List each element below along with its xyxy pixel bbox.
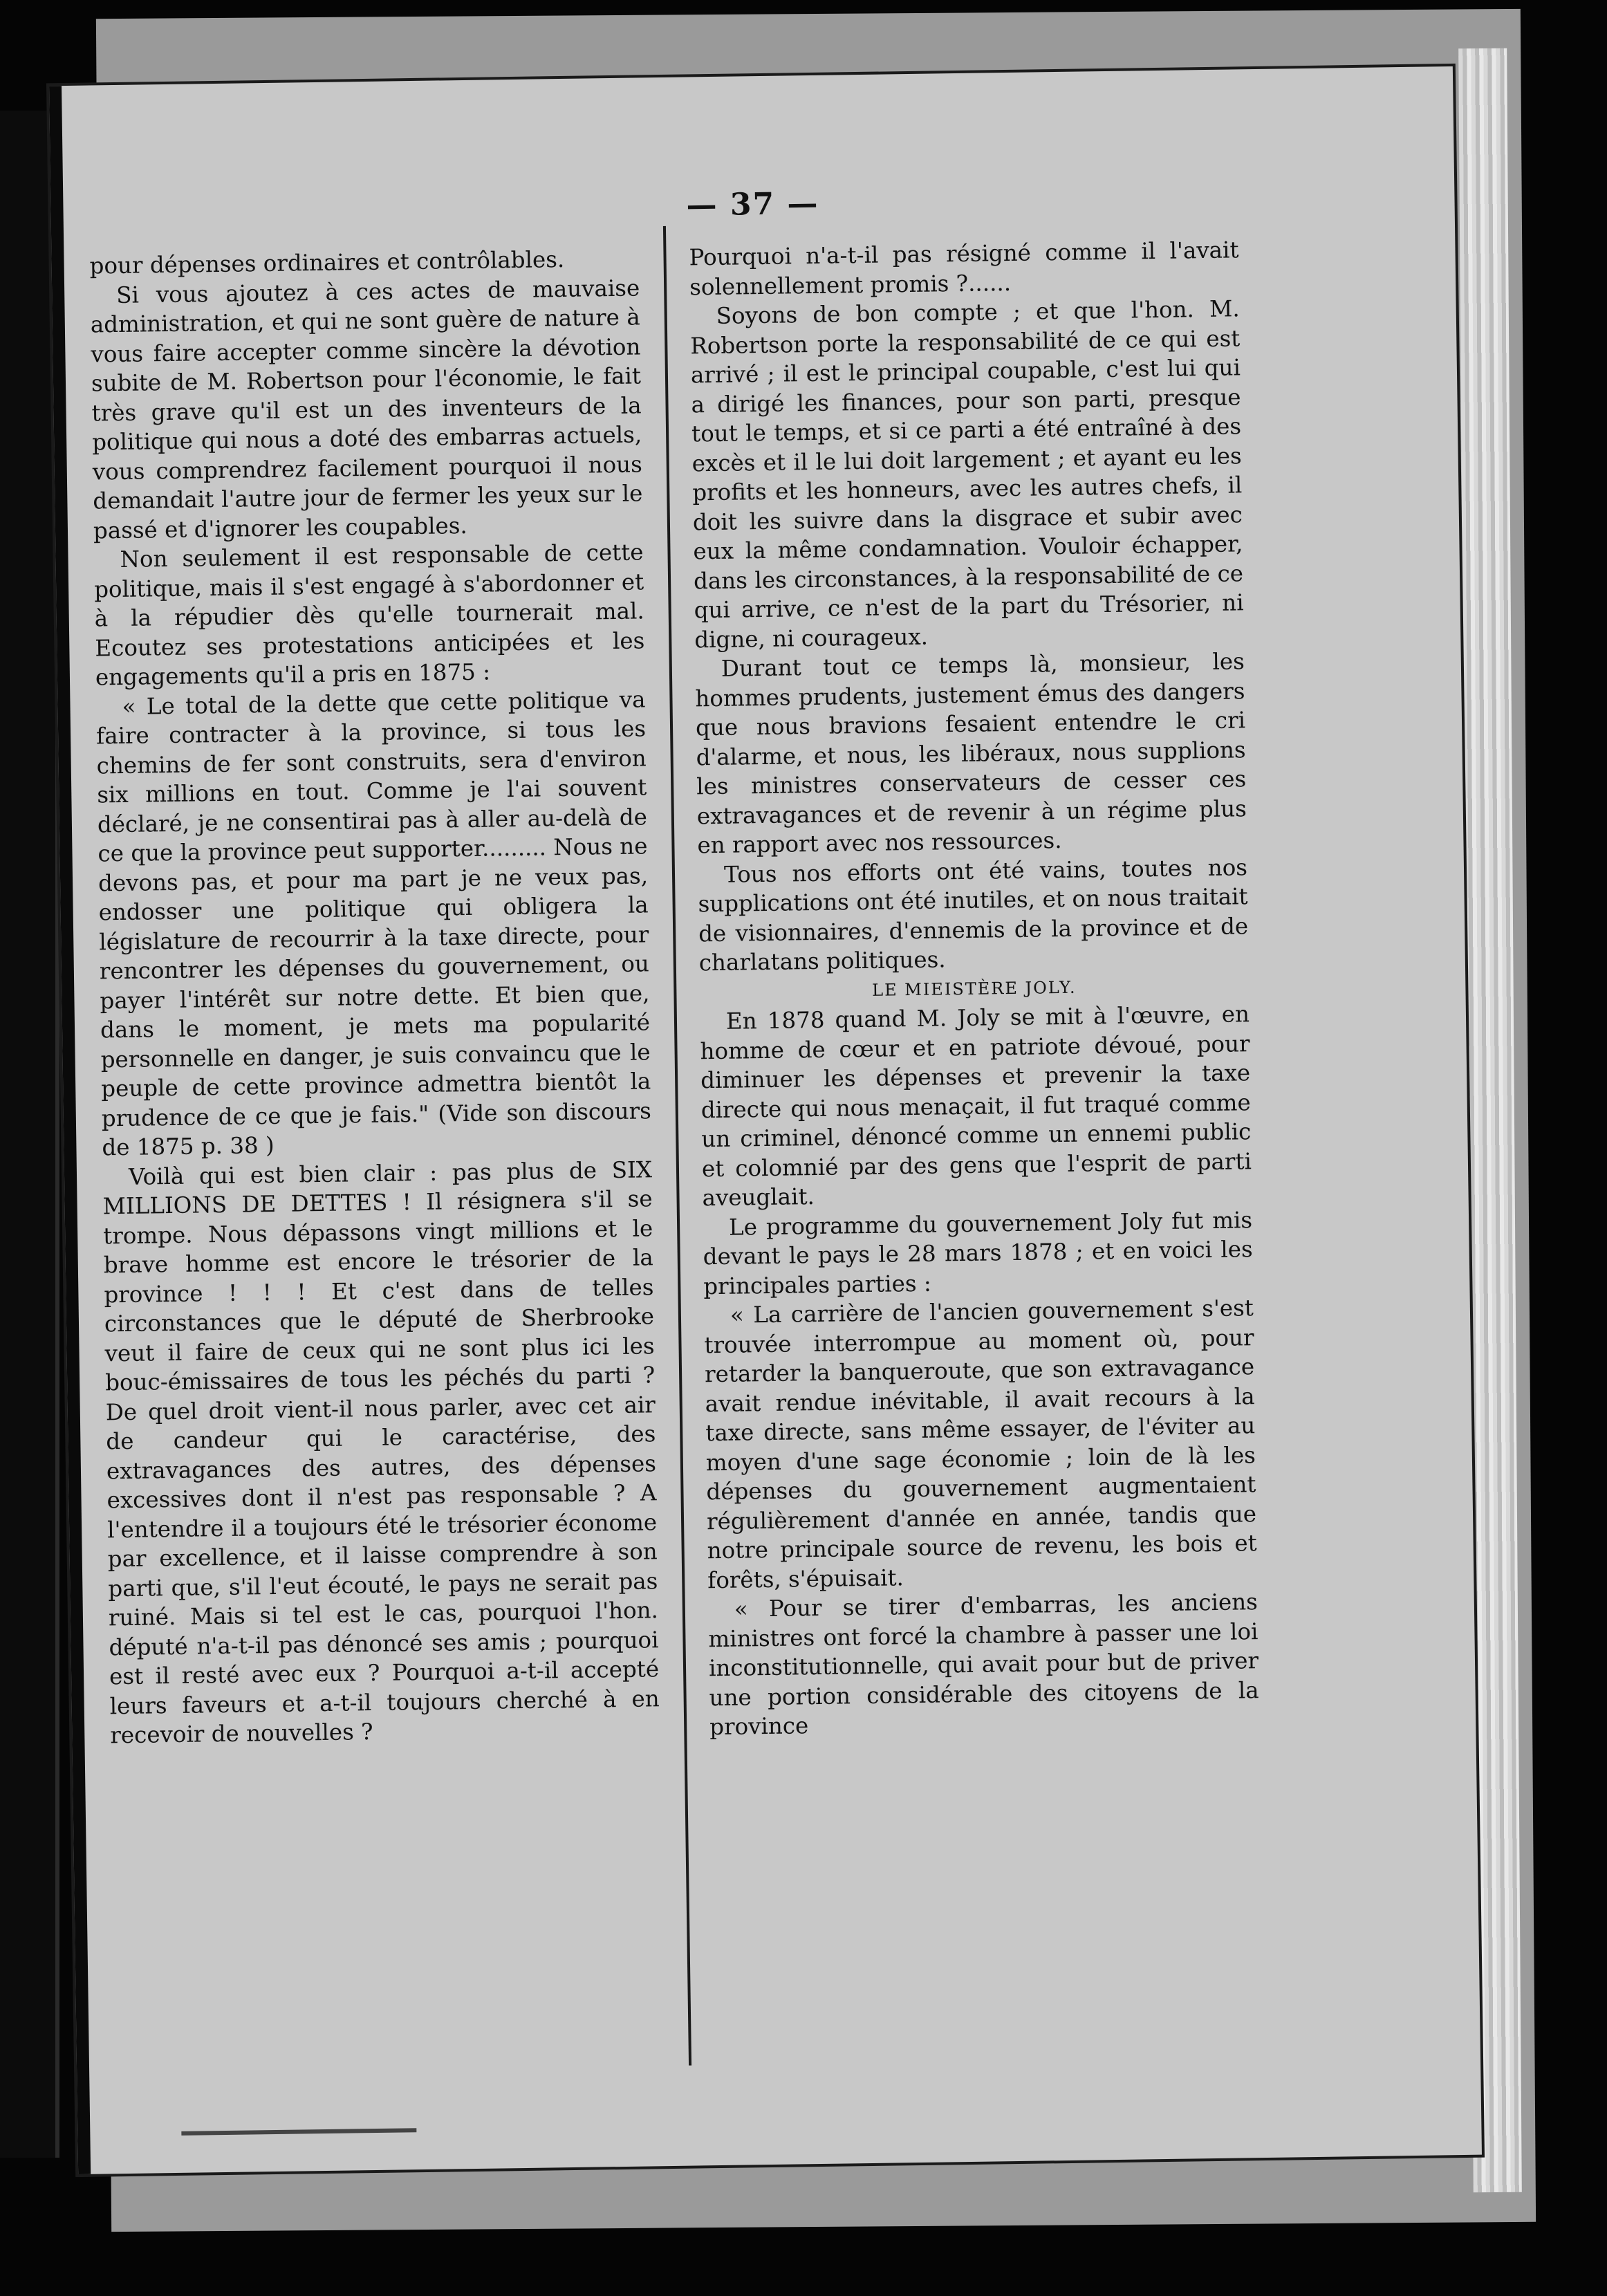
column-divider: [663, 226, 691, 2066]
paragraph: Durant tout ce temps là, monsieur, les hommes prudents, justement émus des dangers que nous bravions fesaient entendre le cri d'alarme, et nous, les libéraux, nous supplions les ministres conservateurs de cesser ces extravagances et de revenir à un régime plus en rapport avec nos ressources.: [695, 648, 1247, 859]
right-column: [689, 235, 1259, 1741]
left-column: [89, 243, 660, 1750]
paragraph: En 1878 quand M. Joly se mit à l'œuvre, en homme de cœur et en patriote dévoué, pour diminuer les dépenses et prevenir la taxe directe qui nous menaçait, il fut traqué comme un criminel, dénoncé comme un ennemi public et colomnié par des gens que l'esprit de parti aveuglait.: [700, 1001, 1252, 1212]
quotation: « Le total de la dette que cette politique va faire contracter à la province, si tous les chemins de fer sont construits, sera d'environ six millions en tout. Comme je l'ai souvent déclaré, je ne consentirai pas à aller au-delà de ce que la province peut supporter......... Nous ne devons pas, et pour ma part je ne veux pas, endosser une politique qui obligera la législature de recourrir à la taxe directe, pour rencontrer les dépenses du gouvernement, ou payer l'intérêt sur notre dette. Et bien que, dans le moment, je mets ma popularité personnelle en danger, je suis convaincu que le peuple de cette province admettra bientôt la prudence de ce que je fais." (Vide son discours de 1875 p. 38 ): [95, 685, 652, 1161]
paragraph: Le programme du gouvernement Joly fut mis devant le pays le 28 mars 1878 ; et en voici les principales parties :: [703, 1206, 1253, 1299]
section-heading: LE MIEISTÈRE JOLY.: [871, 977, 1077, 1000]
paragraph: Voilà qui est bien clair : pas plus de SIX MILLIONS DE DETTES ! Il résignera s'il se trompe. Nous dépassons vingt millions et le brave homme est encore le trésorier de la province ! ! ! Et c'est dans de telles circonstances que le député de Sherbrooke veut il faire de ceux qui ne sont plus ici les bouc-émissaires de tous les péchés du parti ? De quel droit vient-il nous parler, avec cet air de candeur qui le caractérise, des extravagances des autres, des dépenses excessives dont il n'est pas responsable ? A l'entendre il a toujours été le trésorier économe par excellence, et il laisse comprendre à son parti que, s'il l'eut écouté, le pays ne serait pas ruiné. Mais si tel est le cas, pourquoi l'hon. député n'a-t-il pas dénoncé ses amis ; pourquoi est il resté avec eux ? Pourquoi a-t-il accepté leurs faveurs et a-t-il toujours cherché à en recevoir de nouvelles ?: [102, 1156, 660, 1749]
paragraph: pour dépenses ordinaires et contrôlables.: [89, 246, 565, 279]
book-page: [49, 66, 1482, 2174]
page-number: — 37 —: [686, 185, 819, 223]
quotation: « La carrière de l'ancien gouvernement s'est trouvée interrompue au moment où, pour retarder la banqueroute, que son extravagance avait rendue inévitable, il avait recours à la taxe directe, sans même essayer, de l'éviter au moyen d'une sage économie ; loin de là les dépenses du gouvernement augmentaient régulièrement d'année en année, tandis que notre principale source de revenu, les bois et forêts, s'épuisait.: [704, 1295, 1257, 1593]
page-smudge: [181, 2128, 416, 2136]
paragraph: Non seulement il est responsable de cette politique, mais il s'est engagé à s'abordonner et à la répudier dès qu'elle tournerait mal. Ecoutez ses protestations anticipées et les engagements qu'il a pris en 1875 :: [93, 539, 645, 691]
paragraph: Pourquoi n'a-t-il pas résigné comme il l'avait solennellement promis ?......: [689, 237, 1239, 300]
quotation: « Pour se tirer d'embarras, les anciens ministres ont forcé la chambre à passer une loi inconstitutionnelle, qui avait pour but de priver une portion considérable des citoyens de la province: [708, 1589, 1259, 1741]
paragraph: Si vous ajoutez à ces actes de mauvaise administration, et qui ne sont guère de nature à vous faire accepter comme sincère la dévotion subite de M. Robertson pour l'économie, le fait très grave qu'il est un des inventeurs de la politique qui nous a doté des embarras actuels, vous comprendrez facilement pourquoi il nous demandait l'autre jour de fermer les yeux sur le passé et d'ignorer les coupables.: [90, 274, 643, 544]
paragraph: Soyons de bon compte ; et que l'hon. M. Robertson porte la responsabilité de ce qui est arrivé ; il est le principal coupable, c'est lui qui a dirigé les finances, pour son parti, presque tout le temps, et si ce parti a été entraîné à des excès et il le lui doit largement ; et ayant eu les profits et les honneurs, avec les autres chefs, il doit les suivre dans la disgrace et subir avec eux la même condamnation. Vouloir échapper, dans les circonstances, à la responsabilité de ce qui arrive, ce n'est de la part du Trésorier, ni digne, ni courageux.: [690, 295, 1244, 653]
paragraph: Tous nos efforts ont été vains, toutes nos supplications ont été inutiles, et on nous traitait de visionnaires, d'ennemis de la province et de charlatans politiques.: [698, 853, 1249, 976]
book-binding: [0, 111, 59, 2158]
